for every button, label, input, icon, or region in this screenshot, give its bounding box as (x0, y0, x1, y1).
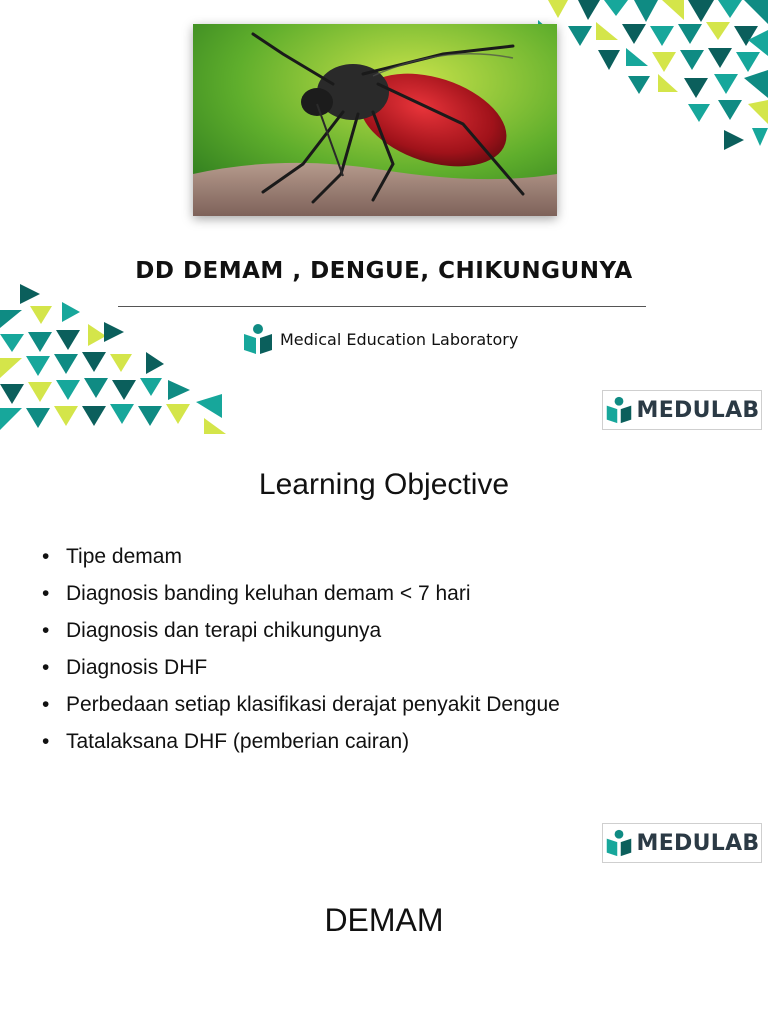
geometric-decoration-bottom-left (0, 280, 232, 434)
bullet-icon: • (42, 545, 50, 568)
title-divider (118, 306, 646, 307)
section-slide (0, 808, 768, 1024)
bullet-icon: • (42, 656, 50, 679)
mosquito-icon (193, 24, 557, 216)
list-item: • Tipe demam (42, 538, 560, 575)
logo-wordmark: MEDULAB (636, 397, 760, 423)
list-item: • Diagnosis dan terapi chikungunya (42, 612, 560, 649)
medulab-logo (602, 823, 762, 863)
objectives-slide (0, 397, 768, 808)
list-item: • Diagnosis DHF (42, 649, 560, 686)
bullet-icon: • (42, 582, 50, 605)
medulab-logo (602, 390, 762, 430)
objectives-list (42, 538, 560, 760)
medulab-logo-icon (605, 828, 633, 858)
objectives-heading: Learning Objective (258, 468, 510, 501)
section-title: DEMAM (324, 902, 444, 938)
list-item: • Tatalaksana DHF (pemberian cairan) (42, 723, 560, 760)
mosquito-photo (193, 24, 557, 216)
logo-wordmark: MEDULAB (636, 830, 760, 856)
bullet-icon: • (42, 693, 50, 716)
geometric-decoration-top-right (538, 0, 768, 155)
subtitle-text: Medical Education Laboratory (280, 329, 519, 349)
list-item: • Perbedaan setiap klasifikasi derajat penyakit Dengue (42, 686, 560, 723)
bullet-icon: • (42, 619, 50, 642)
subtitle-row (242, 322, 518, 356)
slide-title: DD DEMAM , DENGUE, CHIKUNGUNYA (135, 258, 633, 284)
medulab-logo-icon (605, 395, 633, 425)
title-slide (0, 0, 768, 434)
medulab-logo-icon (242, 322, 274, 356)
bullet-icon: • (42, 730, 50, 753)
list-item: • Diagnosis banding keluhan demam < 7 hari (42, 575, 560, 612)
